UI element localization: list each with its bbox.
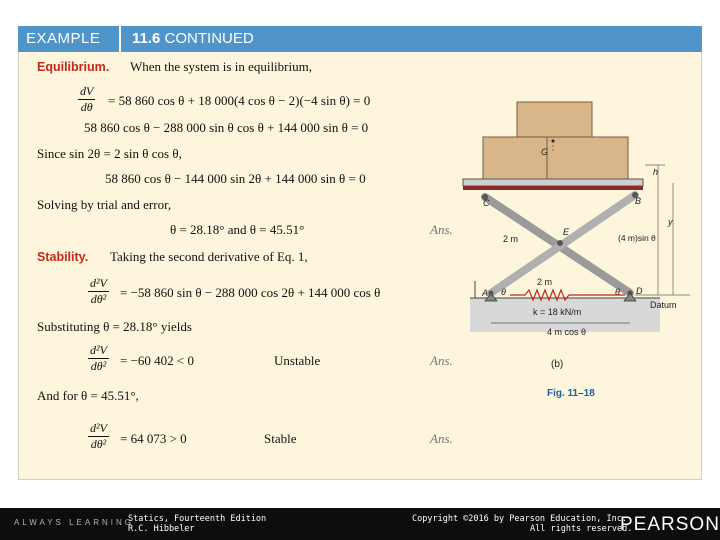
stability-intro: Taking the second derivative of Eq. 1, (110, 249, 308, 264)
dv-denominator: dθ (80, 100, 93, 114)
scissor-lift-figure (455, 95, 700, 405)
answer-label-3: Ans. (430, 431, 453, 446)
substituting-line: Substituting θ = 28.18° yields (37, 319, 192, 334)
d2v-fraction-1 (88, 276, 109, 307)
answer-label-2: Ans. (430, 353, 453, 368)
pearson-logo: PEARSON (620, 514, 720, 535)
equation-3: 58 860 cos θ − 144 000 sin 2θ + 144 000 sin θ = 0 (105, 171, 366, 186)
example-continued: CONTINUED (164, 30, 254, 47)
example-label-box (18, 26, 119, 52)
dv-dtheta-fraction (78, 84, 95, 115)
label-2m-arm: 2 m (503, 234, 519, 244)
crate-bottom (483, 137, 628, 179)
example-label: EXAMPLE (26, 30, 101, 47)
label-c: C (483, 198, 490, 208)
label-spring-k: k = 18 kN/m (533, 307, 582, 317)
d2v-denominator: dθ² (90, 292, 107, 306)
footer (0, 508, 720, 540)
figure-part-label: (b) (551, 359, 564, 370)
example-title (132, 30, 254, 47)
figure-caption: Fig. 11–18 (547, 388, 595, 399)
answer-label-1: Ans. (430, 222, 453, 237)
d2v-fraction-3: $\frac{\text{d²V}}{\text{dθ²}}$ (90, 421, 107, 451)
label-h: h (653, 167, 659, 177)
label-a: A (482, 288, 489, 298)
example-header (18, 26, 702, 52)
label-e: E (563, 227, 570, 237)
copyright-line-1: Copyright ©2016 by Pearson Education, Inc. (412, 514, 627, 524)
crate-top (517, 102, 592, 137)
stability-heading: Stability. (37, 250, 89, 264)
stable-label: Stable (264, 431, 297, 446)
label-4m-sin: (4 m)sin θ (618, 233, 656, 243)
equation-2: 58 860 cos θ − 288 000 sin θ cos θ + 144 000 sin θ = 0 (84, 120, 369, 135)
label-2m-spring: 2 m (537, 277, 553, 287)
equation-5: = −60 402 < 0 (120, 353, 194, 368)
equation-4: = −58 860 sin θ − 288 000 cos 2θ + 144 000 cos θ (120, 285, 381, 300)
always-learning-brand: ALWAYS LEARNING (14, 518, 134, 527)
dv-numerator: dV (80, 84, 94, 98)
book-title: Statics, Fourteenth Edition (128, 514, 267, 524)
equation-6: = 64 073 > 0 (120, 431, 187, 446)
example-number: 11.6 (132, 30, 161, 47)
label-4m-cos: 4 m cos θ (547, 327, 587, 337)
d2v-fraction-2: $\frac{\text{d²V}}{\text{dθ²}}$ (90, 343, 107, 373)
equilibrium-heading: Equilibrium. (37, 60, 110, 74)
header-divider (119, 26, 121, 52)
label-theta-left: θ (501, 287, 506, 297)
equilibrium-intro: When the system is in equilibrium, (130, 59, 312, 74)
and-for-line: And for θ = 45.51°, (37, 388, 139, 403)
d2v-numerator: d²V (90, 276, 107, 290)
theta-result: θ = 28.18° and θ = 45.51° (170, 222, 305, 237)
label-d: D (636, 286, 643, 296)
platform (463, 179, 643, 186)
label-g: G (541, 147, 549, 157)
label-b: B (635, 196, 642, 206)
unstable-label: Unstable (274, 353, 321, 368)
book-author: R.C. Hibbeler (128, 524, 195, 534)
label-datum: Datum (650, 300, 677, 310)
equation-1: = 58 860 cos θ + 18 000(4 cos θ − 2)(−4 sin θ) = 0 (108, 93, 371, 108)
solving-line: Solving by trial and error, (37, 197, 172, 212)
copyright-line-2: All rights reserved. (530, 524, 633, 534)
since-line: Since sin 2θ = 2 sin θ cos θ, (37, 146, 182, 161)
label-theta-right: θ (615, 287, 620, 297)
label-y: y (668, 217, 673, 227)
